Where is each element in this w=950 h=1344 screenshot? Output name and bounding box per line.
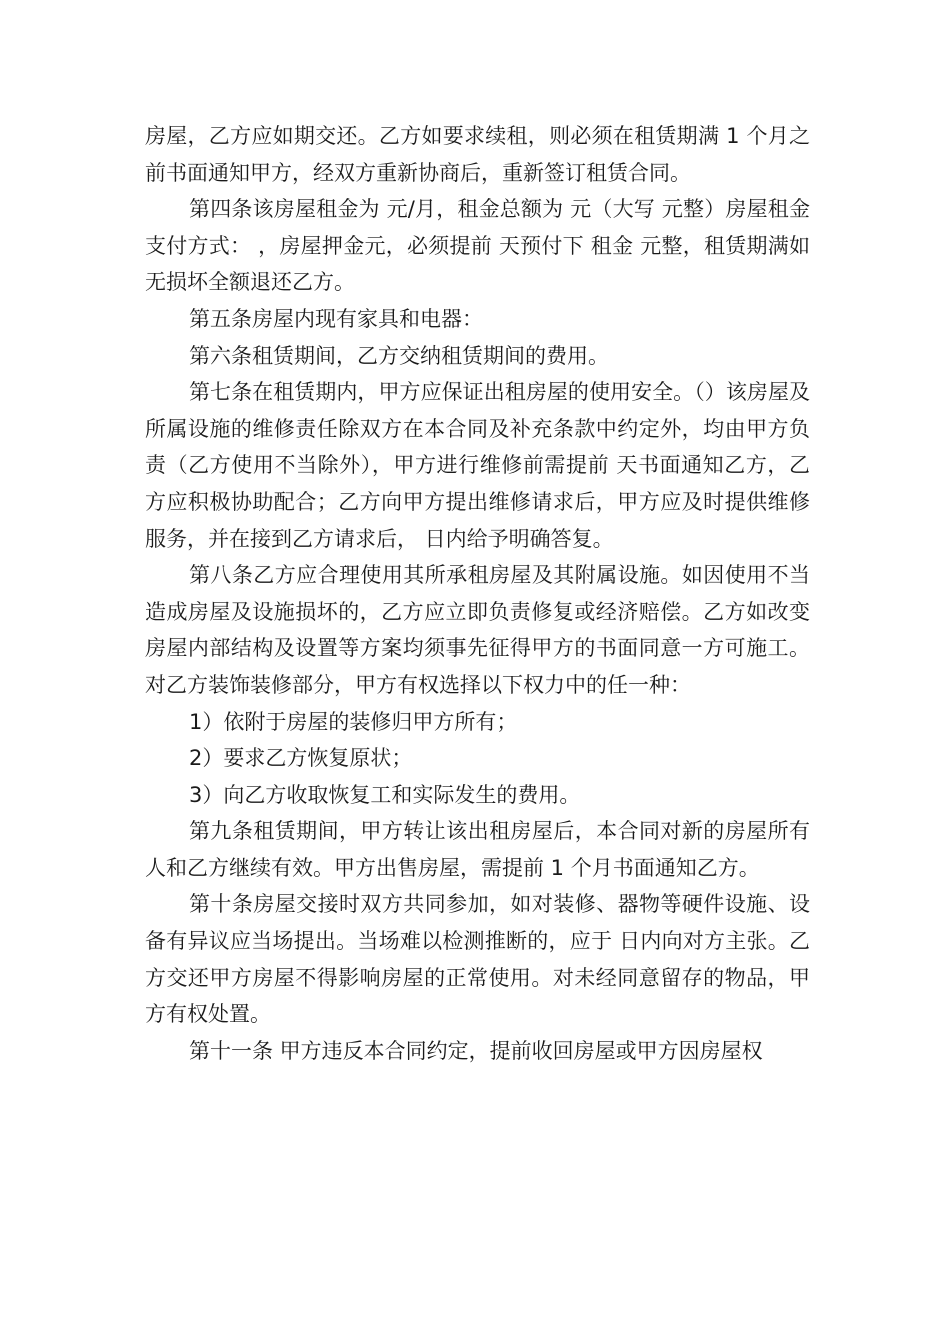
paragraph-article-4: 第四条该房屋租金为 元/月，租金总额为 元（大写 元整）房屋租金支付方式： ，房屋押金元，必须提前 天预付下 租金 元整，租赁期满如无损坏全额退还乙方。 [145, 197, 810, 295]
paragraph-article-9: 第九条租赁期间，甲方转让该出租房屋后，本合同对新的房屋所有人和乙方继续有效。甲方出售房屋，需提前 1 个月书面通知乙方。 [145, 819, 810, 880]
paragraph-article-6: 第六条租赁期间，乙方交纳租赁期间的费用。 [189, 343, 609, 368]
list-item-option-3: 3）向乙方收取恢复工和实际发生的费用。 [189, 782, 581, 807]
document-body [145, 118, 810, 1069]
list-item-option-1: 1）依附于房屋的装修归甲方所有； [189, 709, 518, 734]
paragraph-article-5: 第五条房屋内现有家具和电器： [189, 306, 483, 331]
list-item-option-2: 2）要求乙方恢复原状； [189, 746, 413, 771]
paragraph-article-10: 第十条房屋交接时双方共同参加，如对装修、器物等硬件设施、设备有异议应当场提出。当场难以检测推断的，应于 日内向对方主张。乙方交还甲方房屋不得影响房屋的正常使用。对未经同意留存的物品，甲方有权处置。 [145, 892, 810, 1027]
paragraph-article-7: 第七条在租赁期内，甲方应保证出租房屋的使用安全。（）该房屋及所属设施的维修责任除双方在本合同及补充条款中约定外，均由甲方负责（乙方使用不当除外），甲方进行维修前需提前 天书面通知乙方，乙方应积极协助配合；乙方向甲方提出维修请求后，甲方应及时提供维修服务，并在接到乙方请求后， 日内给予明确答复。 [145, 380, 810, 551]
paragraph-article-8: 第八条乙方应合理使用其所承租房屋及其附属设施。如因使用不当造成房屋及设施损坏的，乙方应立即负责修复或经济赔偿。乙方如改变房屋内部结构及设置等方案均须事先征得甲方的书面同意一方可施工。对乙方装饰装修部分，甲方有权选择以下权力中的任一种： [145, 563, 810, 697]
paragraph-article-11: 第十一条 甲方违反本合同约定，提前收回房屋或甲方因房屋权 [189, 1038, 763, 1063]
paragraph-continuation: 房屋，乙方应如期交还。乙方如要求续租，则必须在租赁期满 1 个月之前书面通知甲方，经双方重新协商后，重新签订租赁合同。 [145, 124, 810, 185]
